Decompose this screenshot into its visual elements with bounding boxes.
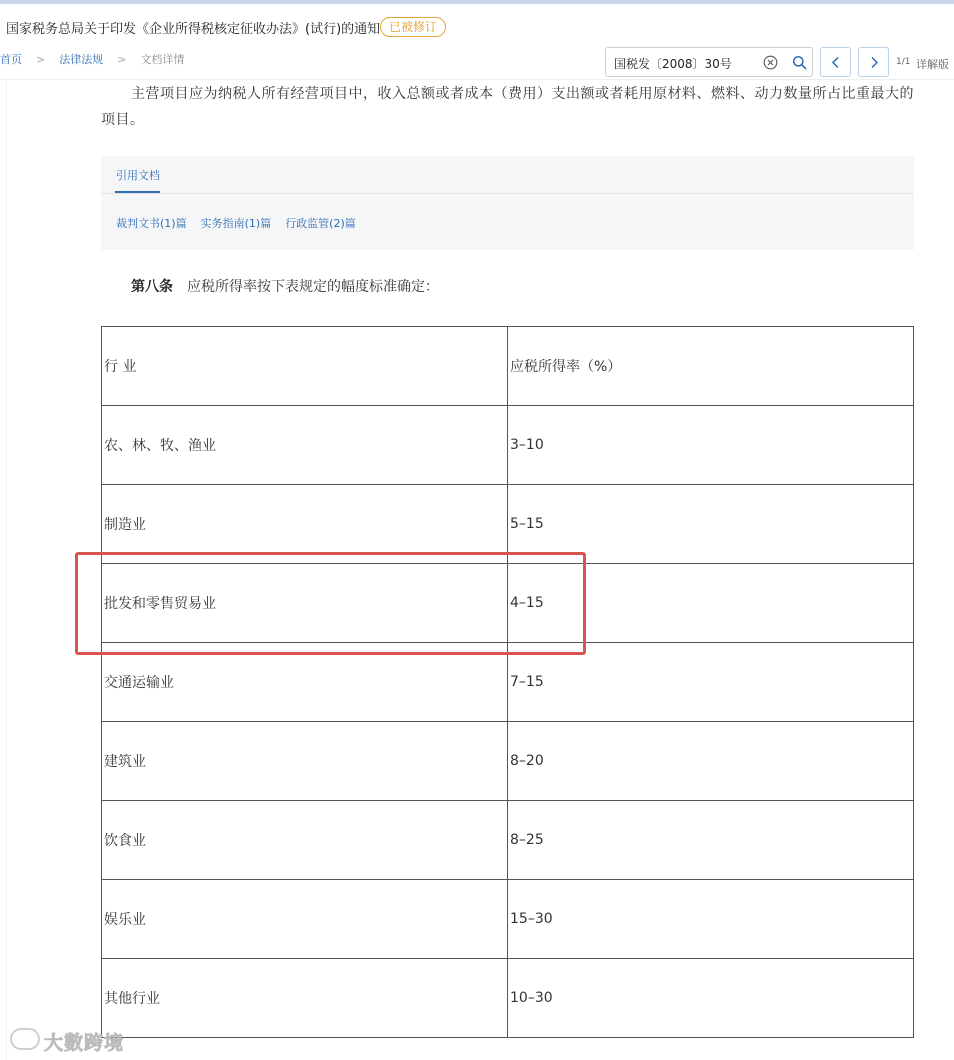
table-cell-industry: 农、林、牧、渔业 — [102, 406, 508, 485]
table-cell-industry: 制造业 — [102, 485, 508, 564]
article-text: 应税所得率按下表规定的幅度标准确定： — [187, 279, 439, 295]
rate-table — [101, 326, 914, 1038]
chevron-left-icon — [830, 56, 842, 69]
article-number: 第八条 — [131, 279, 173, 295]
page-header — [0, 4, 954, 80]
table-row — [102, 406, 914, 485]
breadcrumb-separator: > — [36, 52, 46, 66]
breadcrumb-laws[interactable]: 法律法规 — [59, 53, 104, 66]
highlight-annotation-box — [75, 552, 586, 655]
reference-link-judgments[interactable]: 裁判文书(1)篇 — [116, 217, 187, 230]
table-header-row — [102, 327, 914, 406]
table-row — [102, 880, 914, 959]
clear-icon[interactable] — [763, 55, 778, 70]
watermark — [10, 1028, 124, 1055]
table-cell-rate: 8–25 — [508, 801, 914, 880]
table-cell-industry: 交通运输业 — [102, 643, 508, 722]
reference-links — [116, 215, 356, 231]
table-row — [102, 722, 914, 801]
table-cell-industry: 饮食业 — [102, 801, 508, 880]
breadcrumb — [0, 51, 184, 67]
table-row — [102, 801, 914, 880]
search-icon[interactable] — [792, 55, 807, 70]
next-match-button[interactable] — [858, 47, 889, 77]
breadcrumb-separator: > — [117, 52, 127, 66]
table-header-industry: 行 业 — [102, 327, 508, 406]
breadcrumb-current: 文档详情 — [140, 53, 185, 66]
watermark-logo-icon — [10, 1028, 40, 1050]
table-cell-industry: 建筑业 — [102, 722, 508, 801]
left-divider — [6, 80, 7, 1060]
table-cell-rate: 10–30 — [508, 959, 914, 1038]
search-box — [605, 47, 813, 77]
search-input[interactable] — [614, 54, 754, 72]
reference-panel — [101, 156, 914, 250]
table-cell-rate: 15–30 — [508, 880, 914, 959]
table-cell-industry: 其他行业 — [102, 959, 508, 1038]
revised-status-badge: 已被修订 — [380, 17, 446, 37]
table-cell-rate: 3–10 — [508, 406, 914, 485]
table-cell-industry: 娱乐业 — [102, 880, 508, 959]
table-row — [102, 959, 914, 1038]
document-title: 国家税务总局关于印发《企业所得税核定征收办法》(试行)的通知 — [6, 22, 381, 37]
chevron-right-icon — [868, 56, 880, 69]
breadcrumb-home[interactable]: 首页 — [0, 53, 22, 66]
article-heading — [131, 276, 439, 296]
tab-cited-documents[interactable]: 引用文档 — [116, 169, 160, 182]
active-tab-indicator — [115, 191, 160, 193]
table-cell-rate: 8–20 — [508, 722, 914, 801]
detail-version-link[interactable]: 详解版 — [916, 58, 949, 71]
match-count: 1/1 — [896, 57, 911, 67]
table-cell-rate: 4–15 — [508, 564, 914, 643]
table-cell-rate: 5–15 — [508, 485, 914, 564]
table-cell-industry: 批发和零售贸易业 — [102, 564, 508, 643]
table-header-rate: 应税所得率（%） — [508, 327, 914, 406]
previous-match-button[interactable] — [820, 47, 851, 77]
reference-divider — [101, 193, 914, 194]
watermark-text: 大數跨境 — [44, 1032, 125, 1054]
reference-link-practice-guides[interactable]: 实务指南(1)篇 — [200, 217, 272, 230]
reference-link-regulatory[interactable]: 行政监管(2)篇 — [285, 217, 356, 230]
body-paragraph: 主营项目应为纳税人所有经营项目中，收入总额或者成本（费用）支出额或者耗用原材料、燃料、动力数量所占比重最大的项目。 — [101, 86, 914, 128]
table-cell-rate: 7–15 — [508, 643, 914, 722]
